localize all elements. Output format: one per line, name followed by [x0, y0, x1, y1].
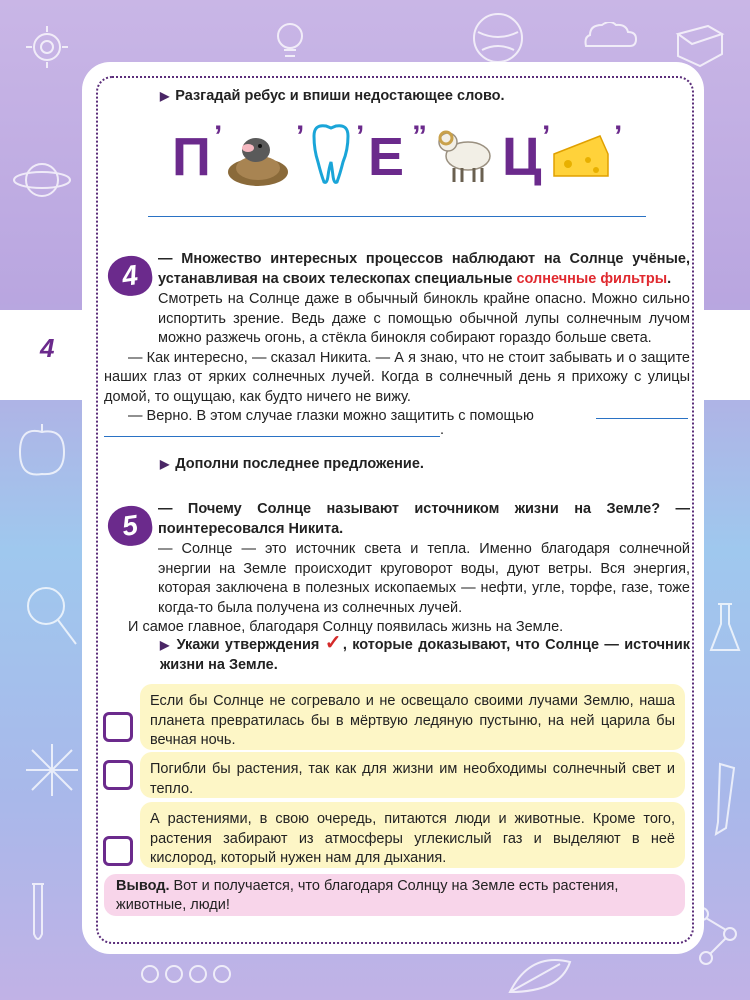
- apple-doodle-icon: [12, 420, 72, 480]
- pencil-doodle-icon: [706, 760, 746, 840]
- globe-doodle-icon: [468, 8, 528, 68]
- rebus-letter: Ц: [502, 127, 542, 187]
- tooth-image: [306, 122, 356, 186]
- task-number-badge: 5: [105, 503, 154, 549]
- ram-image: [434, 124, 498, 186]
- task-number-badge: 4: [105, 253, 154, 299]
- page-number: 4: [40, 333, 55, 363]
- answer-line[interactable]: [104, 436, 440, 437]
- rebus-quote: ”: [412, 120, 427, 153]
- triangle-bullet-icon: ▶: [160, 89, 170, 103]
- rebus-answer-line[interactable]: [148, 216, 646, 217]
- task4-text: — Множество интересных процессов наблюдают на Солнце учёные, устанавливая на своих телескопах специальные солнечные фильтры.: [158, 251, 690, 287]
- planet-doodle-icon: [12, 140, 72, 220]
- rebus-letter: П: [172, 127, 211, 187]
- cheese-image: [550, 132, 612, 182]
- answer-line[interactable]: [596, 418, 688, 419]
- flask-right-doodle-icon: [706, 600, 746, 660]
- snowflake-doodle-icon: [22, 740, 82, 800]
- task5-question: — Почему Солнце называют источником жизни на Земле? — поинтересовался Никита.: [158, 501, 690, 537]
- task4-body: Смотреть на Солнце даже в обычный бинокль крайне опасно. Можно сильно испортить зрение. Ведь даже с помощью обычной лупы солнечным лучом можно разжечь огонь, а стёкла бинокля собирают гораздо больше света. — Как интересно, — сказал Никита. — А я знаю, что не стоит забывать и о защите наших глаз от ярких солнечных лучей. Когда в солнечный день я прихожу с улицы домой, то ощущаю, как будто ничего не вижу. — Верно. В этом случае глазки можно защитить с помощью: [104, 291, 690, 424]
- statement-card: Погибли бы растения, так как для жизни им необходимы солнечный свет и тепло.: [140, 752, 685, 798]
- task5-instruction: ▶ Укажи утверждения ✓, которые доказывают, что Солнце — источник жизни на Земле.: [160, 632, 690, 673]
- triangle-bullet-icon: ▶: [160, 638, 171, 652]
- task4-instruction: ▶ Дополни последнее предложение.: [160, 456, 424, 472]
- statement-checkbox[interactable]: [103, 836, 133, 866]
- task5-body: — Солнце — это источник света и тепла. Именно благодаря солнечной энергии на Земле происходит круговорот воды, дуют ветры. Вся энергия, которая заключена в полезных ископаемых — нефти, угле, торфе, газе, тоже когда-то была получена из солнечных лучей. И самое главное, благодаря Солнцу появилась жизнь на Земле.: [128, 541, 690, 635]
- flower-doodle-icon: [130, 952, 250, 996]
- conclusion-box: [104, 874, 685, 916]
- mole-image: [226, 126, 290, 186]
- rebus-apostrophe: ’: [614, 120, 623, 153]
- cloud-doodle-icon: [578, 22, 638, 52]
- magnifier-doodle-icon: [20, 580, 80, 660]
- book-doodle-icon: [670, 20, 730, 70]
- conclusion-label: Вывод.: [116, 878, 170, 894]
- statement-checkbox[interactable]: [103, 712, 133, 742]
- rebus-quote: ’: [542, 120, 551, 153]
- solar-filters-highlight: солнечные фильтры: [516, 270, 668, 287]
- rebus-apostrophe: ’: [356, 120, 365, 153]
- conclusion-text: Вот и получается, что благодаря Солнцу на Земле есть растения, животные, люди!: [116, 878, 619, 913]
- statement-checkbox[interactable]: [103, 760, 133, 790]
- rebus-apostrophe: ’: [214, 120, 223, 153]
- rebus-instruction: ▶ Разгадай ребус и впиши недостающее слово.: [160, 88, 505, 104]
- flask-doodle-icon: [18, 880, 58, 960]
- molecule-doodle-icon: [690, 900, 746, 970]
- rebus-apostrophe: ’: [296, 120, 305, 153]
- rebus: [172, 120, 642, 190]
- rebus-letter: Е: [368, 127, 405, 187]
- triangle-bullet-icon: ▶: [160, 457, 170, 471]
- statement-card: А растениями, в свою очередь, питаются люди и животные. Кроме того, растения забирают из атмосферы углекислый газ и выделяют в неё кислород, который нужен нам для дыхания.: [140, 802, 685, 868]
- spiral-doodle-icon: [22, 22, 72, 72]
- checkmark-icon: ✓: [324, 632, 343, 654]
- statement-card: Если бы Солнце не согревало и не освещало своими лучами Землю, наша планета превратилась бы в мёртвую ледяную пустыню, на ней царила бы вечная ночь.: [140, 684, 685, 750]
- lightbulb-doodle-icon: [270, 18, 310, 68]
- leaf-doodle-icon: [500, 952, 580, 996]
